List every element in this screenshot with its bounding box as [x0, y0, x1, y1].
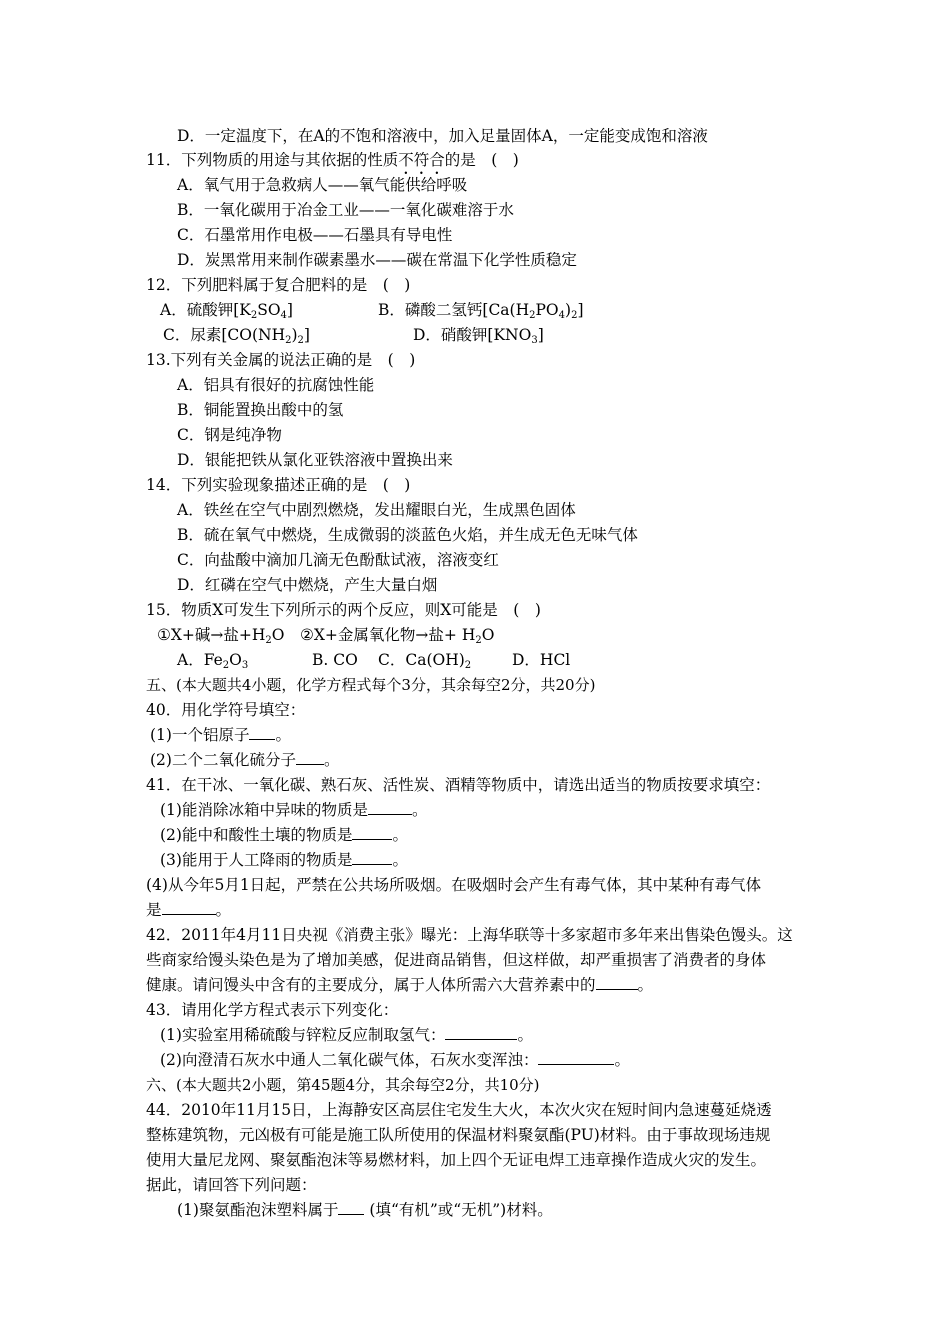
q43-stem: 43．请用化学方程式表示下列变化： — [146, 1001, 399, 1019]
q12-option-c: C．尿素$[CO(NH_2)_2]$ — [163, 326, 310, 346]
q42-line-3: 健康。请问馒头中含有的主要成分，属于人体所需六大营养素中的 。 — [146, 976, 654, 994]
q42-line-1: 42．2011年4月11日央视《消费主张》曝光：上海华联等十多家超市多年来出售染色馒头。这 — [146, 926, 793, 944]
q11-option-d: D．炭黑常用来制作碳素墨水——碳在常温下化学性质稳定 — [177, 251, 577, 269]
answer-blank[interactable] — [596, 975, 638, 990]
answer-blank[interactable] — [352, 850, 392, 865]
emphasis-text: 不符合 — [398, 151, 445, 169]
q12-option-d: D．硝酸钾$[KNO_3]$ — [413, 326, 544, 346]
q12-option-a: A．硫酸钾$[K_2SO_4]$ — [160, 301, 293, 321]
q41-part-4-line-2: 是 。 — [146, 901, 232, 919]
q13-stem: 13.下列有关金属的说法正确的是 ( ) — [146, 351, 416, 369]
q43-part-1: (1)实验室用稀硫酸与锌粒反应制取氢气： 。 — [160, 1026, 533, 1044]
q13-option-a: A．铝具有很好的抗腐蚀性能 — [177, 376, 375, 394]
q10-option-d: D．一定温度下，在A的不饱和溶液中，加入足量固体A，一定能变成饱和溶液 — [177, 127, 708, 145]
q15-option-c: C．$Ca(OH)_2$ — [378, 651, 472, 671]
q41-part-3: (3)能用于人工降雨的物质是 。 — [160, 851, 408, 869]
q40-stem: 40．用化学符号填空： — [146, 701, 306, 719]
answer-blank[interactable] — [338, 1200, 364, 1215]
q11-option-a: A．氧气用于急救病人——氧气能供给呼吸 — [177, 176, 468, 194]
q11-stem: 11．下列物质的用途与其依据的性质不符合的是 ( ) — [146, 151, 519, 169]
answer-blank[interactable] — [162, 900, 216, 915]
q14-option-a: A．铁丝在空气中剧烈燃烧，发出耀眼白光，生成黑色固体 — [177, 501, 576, 519]
q12-option-b: B．磷酸二氢钙$[Ca(H_2PO_4)_2]$ — [378, 301, 584, 321]
q44-line-2: 整栋建筑物，元凶极有可能是施工队所使用的保温材料聚氨酯(PU)材料。由于事故现场违规 — [146, 1126, 771, 1144]
q13-option-b: B．铜能置换出酸中的氢 — [177, 401, 344, 419]
answer-blank[interactable] — [296, 750, 324, 765]
q13-option-d: D．银能把铁从氯化亚铁溶液中置换出来 — [177, 451, 453, 469]
q41-stem: 41．在干冰、一氧化碳、熟石灰、活性炭、酒精等物质中，请选出适当的物质按要求填空： — [146, 776, 771, 794]
q13-option-c: C．钢是纯净物 — [177, 426, 282, 444]
q15-stem: 15．物质X可发生下列所示的两个反应，则X可能是 ( ) — [146, 601, 541, 619]
q40-part-1: (1)一个铝原子 。 — [150, 726, 291, 744]
q15-option-b: B. CO — [312, 651, 358, 669]
q44-part-1: (1)聚氨酯泡沫塑料属于 (填“有机”或“无机”)材料。 — [177, 1201, 553, 1219]
q11-option-b: B．一氧化碳用于冶金工业——一氧化碳难溶于水 — [177, 201, 514, 219]
q14-option-c: C．向盐酸中滴加几滴无色酚酞试液，溶液变红 — [177, 551, 499, 569]
q41-part-4-line-1: (4)从今年5月1日起，严禁在公共场所吸烟。在吸烟时会产生有毒气体，其中某种有毒气体 — [146, 876, 762, 894]
q12-stem: 12．下列肥料属于复合肥料的是 ( ) — [146, 276, 411, 294]
answer-blank[interactable] — [445, 1025, 517, 1040]
q44-line-1: 44．2010年11月15日，上海静安区高层住宅发生大火，本次火灾在短时间内急速蔓延烧透 — [146, 1101, 772, 1119]
q14-option-d: D．红磷在空气中燃烧，产生大量白烟 — [177, 576, 438, 594]
q15-reaction-2: ②X+金属氧化物→盐+ $H_2O$ — [300, 626, 495, 646]
q15-option-d: D．HCl — [512, 651, 571, 669]
q15-reaction-1: ①X+碱→盐$+H_2O$ — [157, 626, 285, 646]
q11-option-c: C．石墨常用作电极——石墨具有导电性 — [177, 226, 453, 244]
q41-part-1: (1)能消除冰箱中异味的物质是 。 — [160, 801, 428, 819]
answer-blank[interactable] — [368, 800, 412, 815]
q44-line-4: 据此，请回答下列问题： — [146, 1176, 317, 1194]
q40-part-2: (2)二个二氧化硫分子 。 — [150, 751, 340, 769]
q15-option-a: A．$Fe_2O_3$ — [177, 651, 249, 671]
answer-blank[interactable] — [352, 825, 392, 840]
q42-line-2: 些商家给馒头染色是为了增加美感，促进商品销售，但这样做，却严重损害了消费者的身体 — [146, 951, 767, 969]
q44-line-3: 使用大量尼龙网、聚氨酯泡沫等易燃材料，加上四个无证电焊工违章操作造成火灾的发生。 — [146, 1151, 767, 1169]
section-5-heading: 五、(本大题共4小题，化学方程式每个3分，其余每空2分，共20分) — [146, 676, 596, 694]
answer-blank[interactable] — [249, 725, 275, 740]
q14-stem: 14．下列实验现象描述正确的是 ( ) — [146, 476, 411, 494]
q43-part-2: (2)向澄清石灰水中通人二氧化碳气体，石灰水变浑浊： 。 — [160, 1051, 630, 1069]
section-6-heading: 六、(本大题共2小题，第45题4分，其余每空2分，共10分) — [146, 1076, 540, 1094]
answer-blank[interactable] — [538, 1050, 614, 1065]
q41-part-2: (2)能中和酸性土壤的物质是 。 — [160, 826, 408, 844]
q14-option-b: B．硫在氧气中燃烧，生成微弱的淡蓝色火焰，并生成无色无味气体 — [177, 526, 638, 544]
